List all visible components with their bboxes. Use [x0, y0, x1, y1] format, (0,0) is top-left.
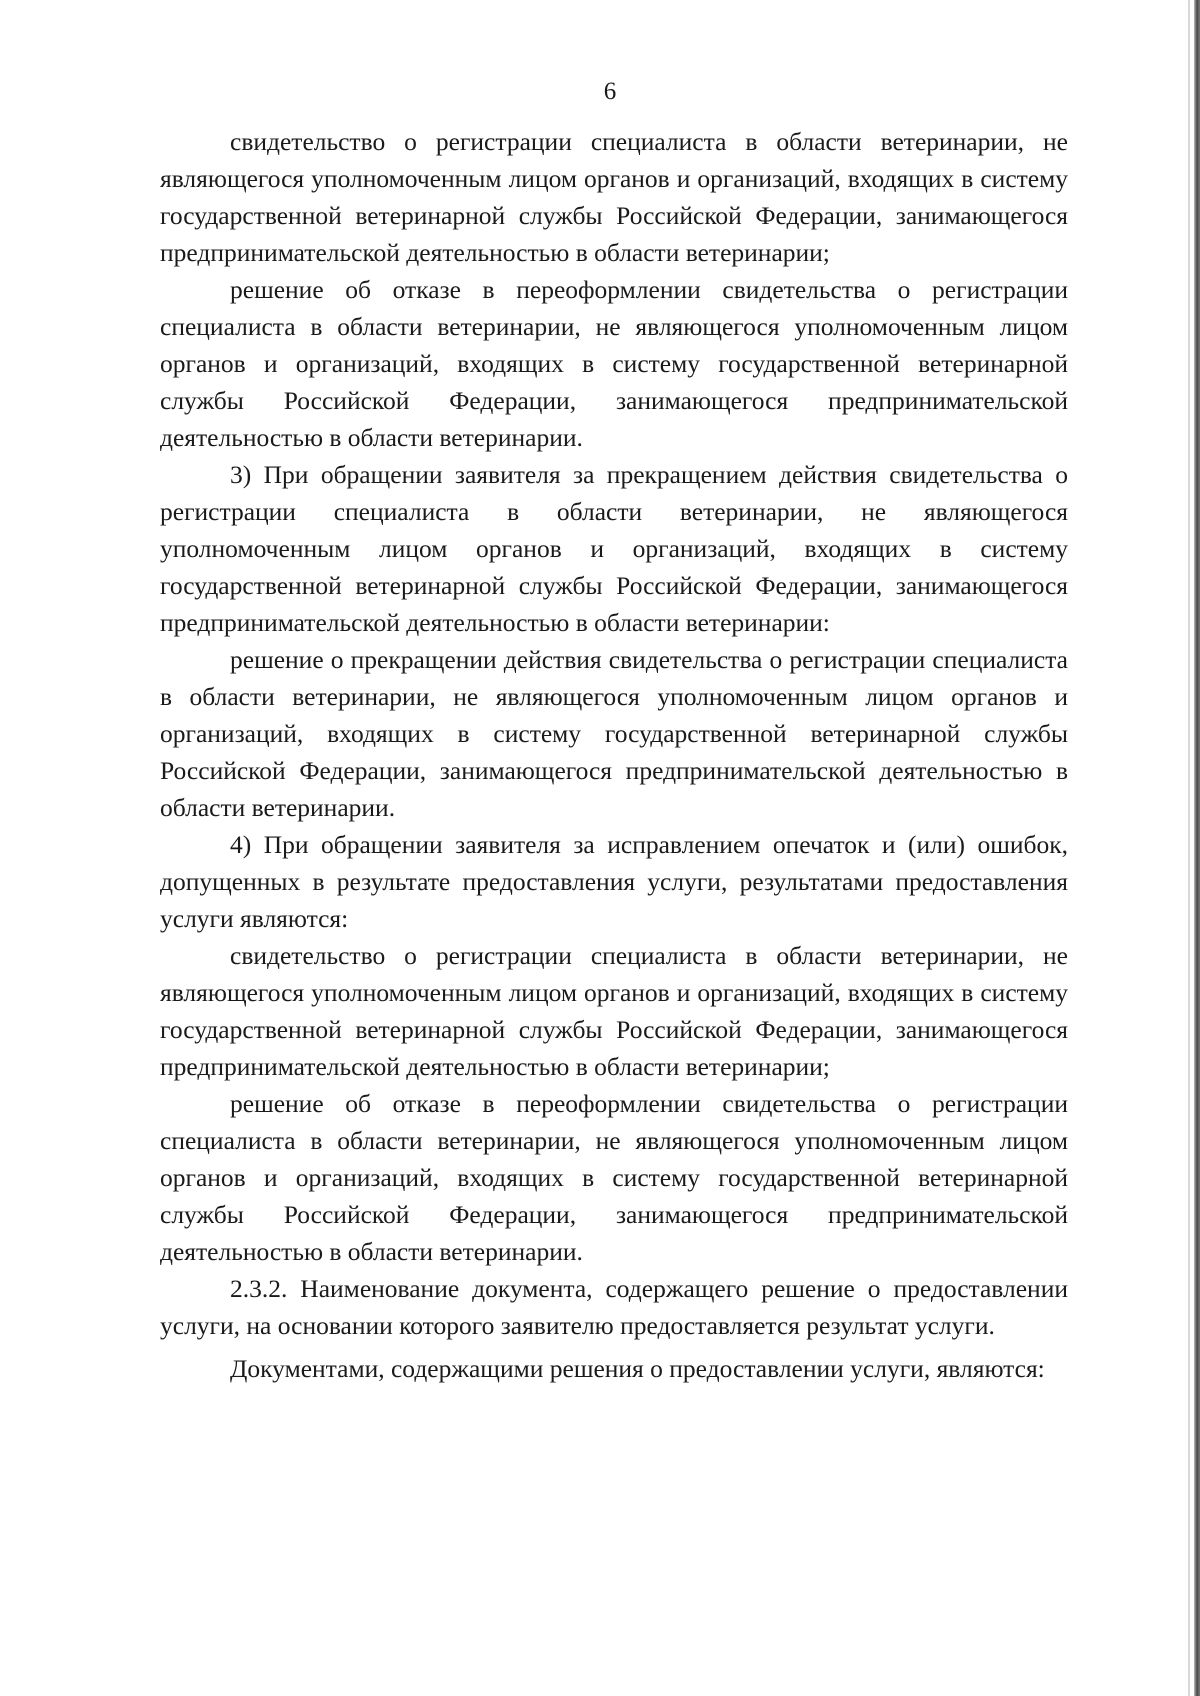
page-number: 6	[603, 78, 617, 105]
paragraph-decision-documents: Документами, содержащими решения о предоставлении услуги, являются:	[230, 1354, 1045, 1383]
document-body	[160, 123, 1068, 1387]
paragraph-section-2-3-2: 2.3.2. Наименование документа, содержащего решение о предоставлении услуги, на основании которого заявителю предоставляется результат услуги.	[160, 1274, 1068, 1340]
paragraph-certificate: свидетельство о регистрации специалиста в области ветеринарии, не являющегося уполномоченным лицом органов и организаций, входящих в систему государственной ветеринарной службы Российской Федерации, занимающегося предпринимательской деятельностью в области ветеринарии;	[160, 127, 1068, 267]
paragraph-item-4: 4) При обращении заявителя за исправлением опечаток и (или) ошибок, допущенных в результате предоставления услуги, результатами предоставления услуги являются:	[160, 830, 1068, 933]
paragraph-refusal-reissue: решение об отказе в переоформлении свидетельства о регистрации специалиста в области ветеринарии, не являющегося уполномоченным лицом органов и организаций, входящих в систему государственной ветеринарной службы Российской Федерации, занимающегося предпринимательской деятельностью в области ветеринарии.	[160, 275, 1068, 452]
scan-edge-line	[1188, 0, 1190, 1696]
paragraph-certificate-corrected: свидетельство о регистрации специалиста в области ветеринарии, не являющегося уполномоченным лицом органов и организаций, входящих в систему государственной ветеринарной службы Российской Федерации, занимающегося предпринимательской деятельностью в области ветеринарии;	[160, 941, 1068, 1081]
paragraph-item-3: 3) При обращении заявителя за прекращением действия свидетельства о регистрации специалиста в области ветеринарии, не являющегося уполномоченным лицом органов и организаций, входящих в систему государственной ветеринарной службы Российской Федерации, занимающегося предпринимательской деятельностью в области ветеринарии:	[160, 460, 1068, 637]
paragraph-refusal-reissue-2: решение об отказе в переоформлении свидетельства о регистрации специалиста в области ветеринарии, не являющегося уполномоченным лицом органов и организаций, входящих в систему государственной ветеринарной службы Российской Федерации, занимающегося предпринимательской деятельностью в области ветеринарии.	[160, 1089, 1068, 1266]
scan-edge-shadow	[1194, 0, 1200, 1696]
paragraph-termination-decision: решение о прекращении действия свидетельства о регистрации специалиста в области ветеринарии, не являющегося уполномоченным лицом органов и организаций, входящих в систему государственной ветеринарной службы Российской Федерации, занимающегося предпринимательской деятельностью в области ветеринарии.	[160, 645, 1068, 822]
